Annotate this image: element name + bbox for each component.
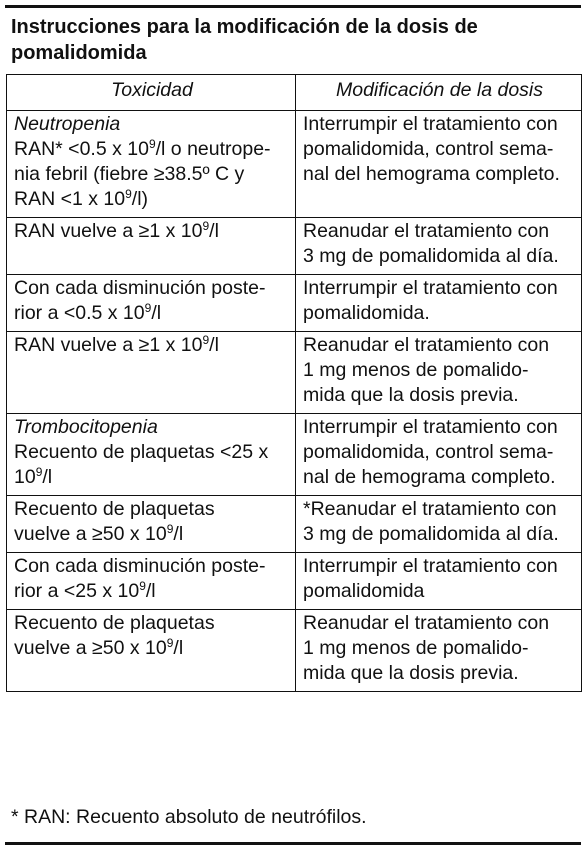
modification-line: Reanudar el tratamiento con (303, 220, 550, 242)
toxicity-line: Recuento de plaquetas (14, 498, 215, 520)
toxicity-line: Recuento de plaquetas <25 x (14, 441, 269, 463)
table-row (7, 111, 582, 218)
modification-line: pomalidomida (303, 580, 425, 602)
toxicity-cell (7, 610, 296, 692)
toxicity-cell (7, 111, 296, 218)
dose-modification-cell (296, 218, 582, 275)
toxicity-cell (7, 218, 296, 275)
toxicity-cell (7, 332, 296, 414)
toxicity-cell (7, 414, 296, 496)
modification-line: 1 mg menos de pomalido- (303, 359, 529, 381)
modification-line: Interrumpir el tratamiento con (303, 113, 558, 135)
table-row (7, 610, 582, 692)
bottom-rule (5, 842, 581, 845)
modification-line: pomalidomida. (303, 302, 430, 324)
dose-modification-cell (296, 553, 582, 610)
dose-modification-cell (296, 275, 582, 332)
modification-line: *Reanudar el tratamiento con (303, 498, 557, 520)
toxicity-line: RAN vuelve a ≥1 x $10^9/l$ (14, 219, 219, 242)
toxicity-line: Con cada disminución poste- (14, 277, 266, 299)
toxicity-cell (7, 553, 296, 610)
footnote: * RAN: Recuento absoluto de neutrófilos. (11, 806, 367, 828)
toxicity-line: rior a <25 x $10^9/l$ (14, 579, 156, 602)
header-toxicidad: Toxicidad (7, 75, 296, 111)
toxicity-line: vuelve a ≥50 x $10^9/l$ (14, 522, 184, 545)
top-rule (5, 5, 581, 8)
modification-line: mida que la dosis previa. (303, 662, 519, 684)
toxicity-line: $10^9/l$ (14, 465, 53, 488)
modification-line: Interrumpir el tratamiento con (303, 555, 558, 577)
toxicity-line: RAN* <0.5 x $10^9/l$ o neutrope- (14, 137, 271, 160)
table-row (7, 553, 582, 610)
header-row (7, 75, 582, 111)
table-row (7, 414, 582, 496)
table-row (7, 218, 582, 275)
toxicity-cell (7, 496, 296, 553)
toxicity-line: Recuento de plaquetas (14, 612, 215, 634)
table-row (7, 332, 582, 414)
dose-modification-cell (296, 111, 582, 218)
toxicity-heading: Trombocitopenia (14, 416, 158, 438)
modification-line: 3 mg de pomalidomida al día. (303, 523, 559, 545)
modification-line: Reanudar el tratamiento con (303, 612, 550, 634)
table-row (7, 496, 582, 553)
modification-line: 3 mg de pomalidomida al día. (303, 245, 559, 267)
toxicity-line: nia febril (fiebre ≥38.5º C y (14, 163, 245, 185)
modification-line: nal del hemograma completo. (303, 163, 560, 185)
modification-line: pomalidomida, control sema- (303, 138, 554, 160)
dose-modification-cell (296, 332, 582, 414)
dose-modification-cell (296, 496, 582, 553)
dose-modification-table (6, 74, 582, 692)
dose-modification-cell (296, 414, 582, 496)
toxicity-cell (7, 275, 296, 332)
table-row (7, 275, 582, 332)
modification-line: mida que la dosis previa. (303, 384, 519, 406)
dose-modification-cell (296, 610, 582, 692)
toxicity-line: Con cada disminución poste- (14, 555, 266, 577)
modification-line: Reanudar el tratamiento con (303, 334, 550, 356)
toxicity-line: rior a <0.5 x $10^9/l$ (14, 301, 162, 324)
modification-line: Interrumpir el tratamiento con (303, 277, 558, 299)
toxicity-line: RAN <1 x $10^9/l$) (14, 187, 149, 210)
table-title: Instrucciones para la modificación de la dosis de pomalidomida (11, 16, 478, 64)
modification-line: Interrumpir el tratamiento con (303, 416, 558, 438)
toxicity-line: RAN vuelve a ≥1 x $10^9/l$ (14, 333, 219, 356)
header-modificacion: Modificación de la dosis (296, 75, 582, 111)
modification-line: pomalidomida, control sema- (303, 441, 554, 463)
modification-line: 1 mg menos de pomalido- (303, 637, 529, 659)
toxicity-line: vuelve a ≥50 x $10^9/l$ (14, 636, 184, 659)
toxicity-heading: Neutropenia (14, 113, 121, 135)
modification-line: nal de hemograma completo. (303, 466, 556, 488)
